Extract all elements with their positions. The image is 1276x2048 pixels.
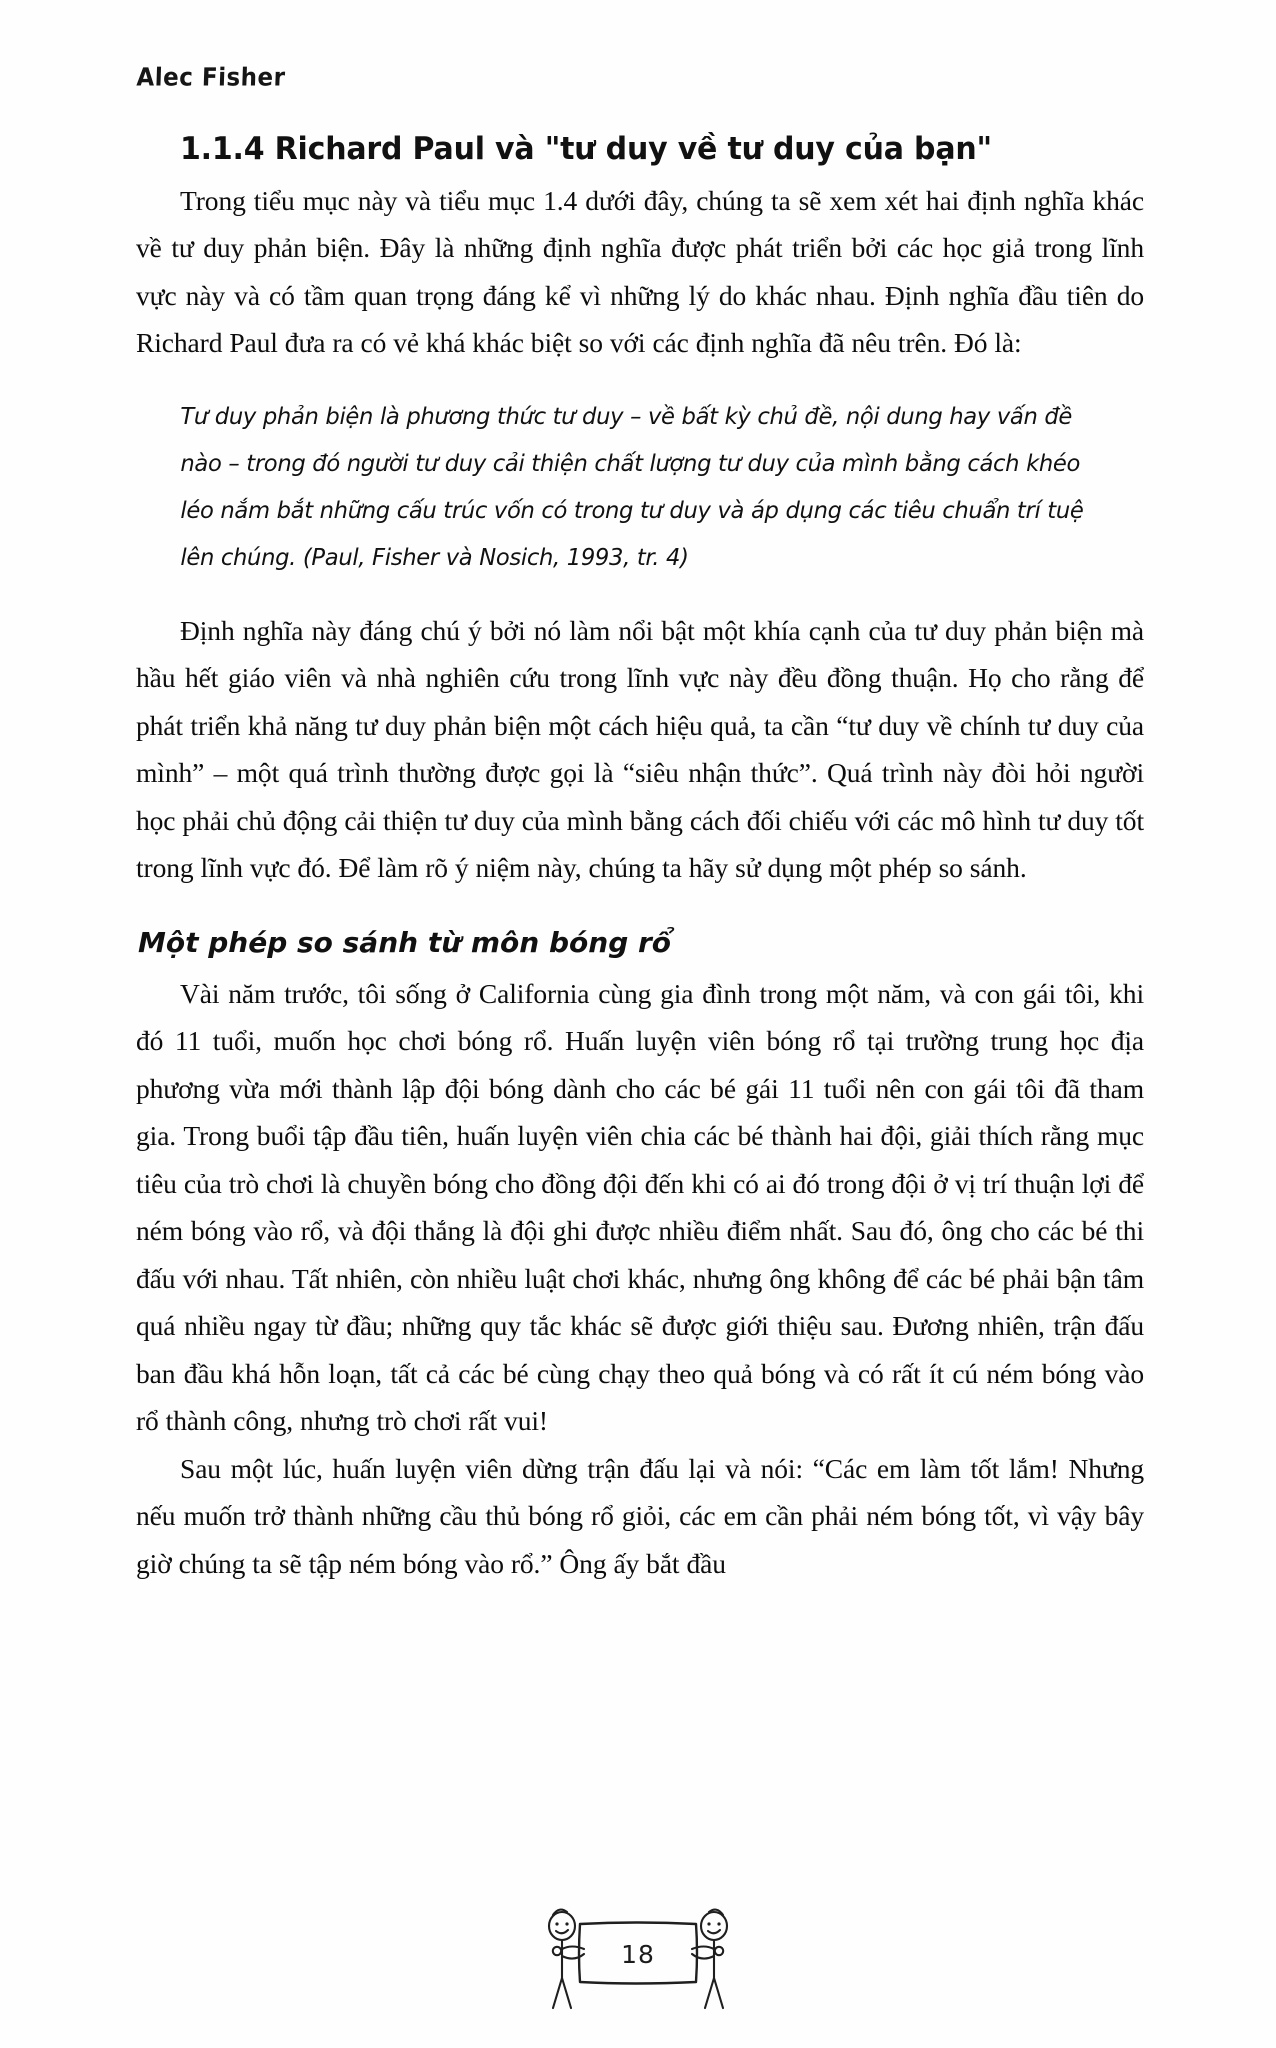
- subsection-heading: Một phép so sánh từ môn bóng rổ: [138, 925, 672, 959]
- section-heading: 1.1.4 Richard Paul và "tư duy về tư duy của bạn": [180, 131, 992, 168]
- page-footer: [0, 1894, 1276, 2014]
- page-content: [136, 128, 1144, 1587]
- section-paragraph-1: Trong tiểu mục này và tiểu mục 1.4 dưới đây, chúng ta sẽ xem xét hai định nghĩa khác về tư duy phản biện. Đây là những định nghĩa được phát triển bởi các học giả trong lĩnh vực này và có tầm quan trọng đáng kể vì những lý do khác nhau. Định nghĩa đầu tiên do Richard Paul đưa ra có vẻ khá khác biệt so với các định nghĩa đã nêu trên. Đó là:: [136, 184, 1144, 359]
- block-quote-richard-paul: Tư duy phản biện là phương thức tư duy – về bất kỳ chủ đề, nội dung hay vấn đề nào – trong đó người tư duy cải thiện chất lượng tư duy của mình bằng cách khéo léo nắm bắt những cấu trúc vốn có trong tư duy và áp dụng các tiêu chuẩn trí tuệ lên chúng. (Paul, Fisher và Nosich, 1993, tr. 4): [180, 401, 1084, 571]
- subsection-paragraph-2: Sau một lúc, huấn luyện viên dừng trận đấu lại và nói: “Các em làm tốt lắm! Nhưng nếu muốn trở thành những cầu thủ bóng rổ giỏi, các em cần phải ném bóng tốt, vì vậy bây giờ chúng ta sẽ tập ném bóng vào rổ.” Ông ấy bắt đầu: [136, 1452, 1144, 1579]
- subsection-paragraph-1: Vài năm trước, tôi sống ở California cùng gia đình trong một năm, và con gái tôi, khi đó 11 tuổi, muốn học chơi bóng rổ. Huấn luyện viên bóng rổ tại trường trung học địa phương vừa mới thành lập đội bóng dành cho các bé gái 11 tuổi nên con gái tôi đã tham gia. Trong buổi tập đầu tiên, huấn luyện viên chia các bé thành hai đội, giải thích rằng mục tiêu của trò chơi là chuyền bóng cho đồng đội đến khi có ai đó trong đội ở vị trí thuận lợi để ném bóng vào rổ, và đội thắng là đội ghi được nhiều điểm nhất. Sau đó, ông cho các bé thi đấu với nhau. Tất nhiên, còn nhiều luật chơi khác, nhưng ông không để các bé phải bận tâm quá nhiều ngay từ đầu; những quy tắc khác sẽ được giới thiệu sau. Đương nhiên, trận đấu ban đầu khá hỗn loạn, tất cả các bé cùng chạy theo quả bóng và có rất ít cú ném bóng vào rổ thành công, nhưng trò chơi rất vui!: [136, 977, 1144, 1437]
- section-paragraph-2: Định nghĩa này đáng chú ý bởi nó làm nổi bật một khía cạnh của tư duy phản biện mà hầu hết giáo viên và nhà nghiên cứu trong lĩnh vực này đều đồng thuận. Họ cho rằng để phát triển khả năng tư duy phản biện một cách hiệu quả, ta cần “tư duy về chính tư duy của mình” – một quá trình thường được gọi là “siêu nhận thức”. Quá trình này đòi hỏi người học phải chủ động cải thiện tư duy của mình bằng cách đối chiếu với các mô hình tư duy tốt trong lĩnh vực đó. Để làm rõ ý niệm này, chúng ta hãy sử dụng một phép so sánh.: [136, 614, 1144, 884]
- page-number: 18: [621, 1940, 655, 1969]
- running-head: Alec Fisher: [136, 63, 286, 92]
